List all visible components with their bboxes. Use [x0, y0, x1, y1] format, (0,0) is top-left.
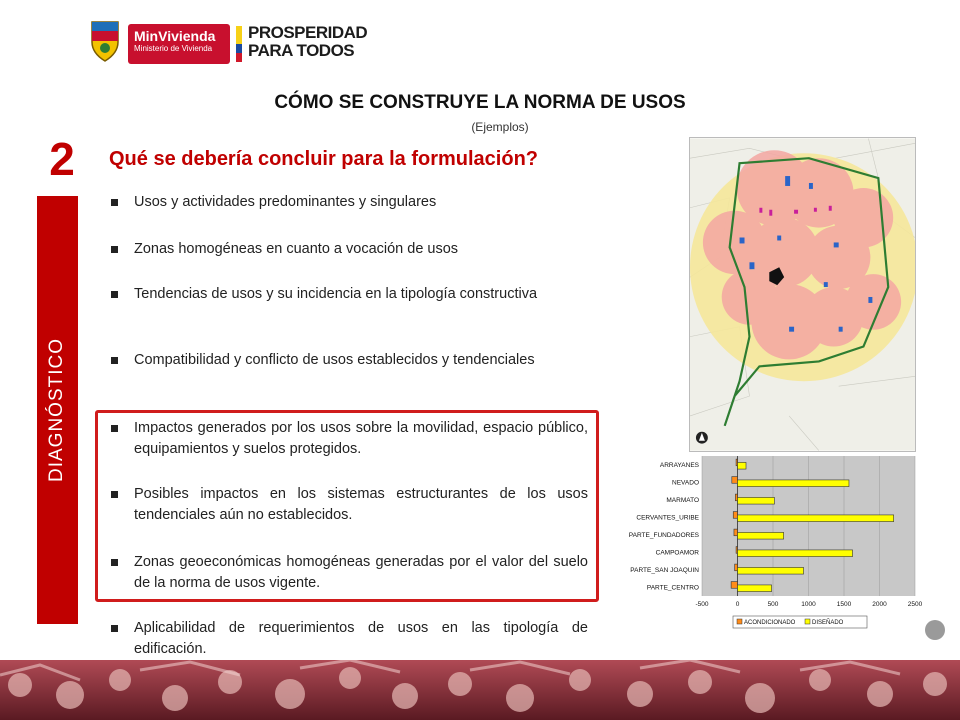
- bar-disenado: [738, 462, 747, 469]
- bullet-text: Impactos generados por los usos sobre la movilidad, espacio público, equipamientos y suelos protegidos.: [134, 420, 588, 457]
- category-label: CERVANTES_URIBE: [636, 514, 699, 522]
- x-tick-label: 500: [767, 601, 779, 608]
- bar-disenado: [738, 480, 849, 487]
- bullet-text: Posibles impactos en los sistemas estructurantes de los usos tendenciales aún no establecidos.: [134, 486, 588, 523]
- bar-disenado: [738, 585, 772, 592]
- bar-acondicionado: [735, 494, 737, 501]
- bullet-square-icon: [111, 246, 118, 253]
- x-tick-label: -500: [695, 601, 709, 608]
- bullet-item: [108, 618, 588, 660]
- bullet-text: Compatibilidad y conflicto de usos establecidos y tendenciales: [134, 352, 535, 368]
- bar-acondicionado: [731, 582, 737, 589]
- category-label: PARTE_FUNDADORES: [628, 531, 699, 539]
- bullet-text: Usos y actividades predominantes y singulares: [134, 194, 437, 210]
- bar-disenado: [738, 515, 894, 522]
- legend-swatch: [737, 619, 742, 624]
- bullet-text: Zonas geoeconómicas homogéneas generadas por el valor del suelo de la norma de usos vigente.: [134, 554, 588, 591]
- highlight-frame: [95, 410, 599, 602]
- bullet-item: [108, 350, 588, 371]
- zoning-map: [689, 137, 916, 452]
- x-tick-label: 1500: [836, 601, 852, 608]
- page-title: CÓMO SE CONSTRUYE LA NORMA DE USOS: [274, 92, 686, 113]
- bar-disenado: [738, 532, 784, 539]
- category-label: NEVADO: [672, 479, 699, 487]
- section-question: Qué se debería concluir para la formulación?: [109, 148, 539, 170]
- bullet-square-icon: [111, 199, 118, 206]
- category-label: MARMATO: [666, 496, 699, 504]
- bullet-text: Tendencias de usos y su incidencia en la tipología constructiva: [134, 286, 538, 302]
- page-subtitle: (Ejemplos): [471, 120, 529, 134]
- bar-chart-svg: [617, 452, 922, 640]
- bar-acondicionado: [732, 477, 738, 484]
- bullet-item: [108, 284, 588, 305]
- bullet-item: [108, 239, 588, 260]
- crowd-photo-strip: [0, 660, 960, 720]
- bullet-text: Zonas homogéneas en cuanto a vocación de usos: [134, 241, 459, 257]
- side-section-label: DIAGNÓSTICO: [46, 337, 67, 483]
- legend-swatch: [805, 619, 810, 624]
- x-tick-label: 2000: [872, 601, 887, 608]
- slogan-line-1: PROSPERIDAD: [248, 23, 368, 42]
- x-tick-label: 1000: [801, 601, 816, 608]
- prosperidad-logo: [248, 24, 367, 60]
- bar-disenado: [738, 550, 853, 557]
- bar-acondicionado: [733, 512, 737, 519]
- step-number: 2: [49, 133, 75, 185]
- colombia-flag-icon: [236, 26, 242, 62]
- legend-label: ACONDICIONADO: [744, 620, 796, 626]
- bar-acondicionado: [735, 564, 738, 571]
- category-label: CAMPOAMOR: [655, 549, 699, 557]
- legend-label: DISEÑADO: [812, 620, 844, 626]
- bullet-square-icon: [111, 357, 118, 364]
- category-label: PARTE_SAN JOAQUIN: [630, 566, 699, 574]
- x-tick-label: 0: [735, 601, 740, 608]
- bar-acondicionado: [734, 529, 738, 536]
- slogan-line-2: PARA TODOS: [248, 41, 355, 60]
- colombia-coat-of-arms-icon: [88, 20, 122, 62]
- header-logos: [88, 18, 388, 66]
- category-label: PARTE_CENTRO: [646, 584, 699, 592]
- bar-disenado: [738, 567, 804, 574]
- bullet-item: [108, 192, 588, 213]
- slide-nav-dot[interactable]: [925, 620, 945, 640]
- bar-disenado: [738, 497, 775, 504]
- bar-chart: [617, 452, 922, 640]
- bullet-text: Aplicabilidad de requerimientos de usos en las tipología de edificación.: [134, 620, 588, 657]
- bullet-square-icon: [111, 291, 118, 298]
- category-label: ARRAYANES: [659, 461, 699, 469]
- minvivienda-logo: [128, 24, 230, 64]
- ministry-name: MinVivienda: [134, 28, 216, 44]
- bullet-square-icon: [111, 625, 118, 632]
- ministry-subtitle: Ministerio de Vivienda: [134, 44, 213, 53]
- x-tick-label: 2500: [907, 601, 922, 608]
